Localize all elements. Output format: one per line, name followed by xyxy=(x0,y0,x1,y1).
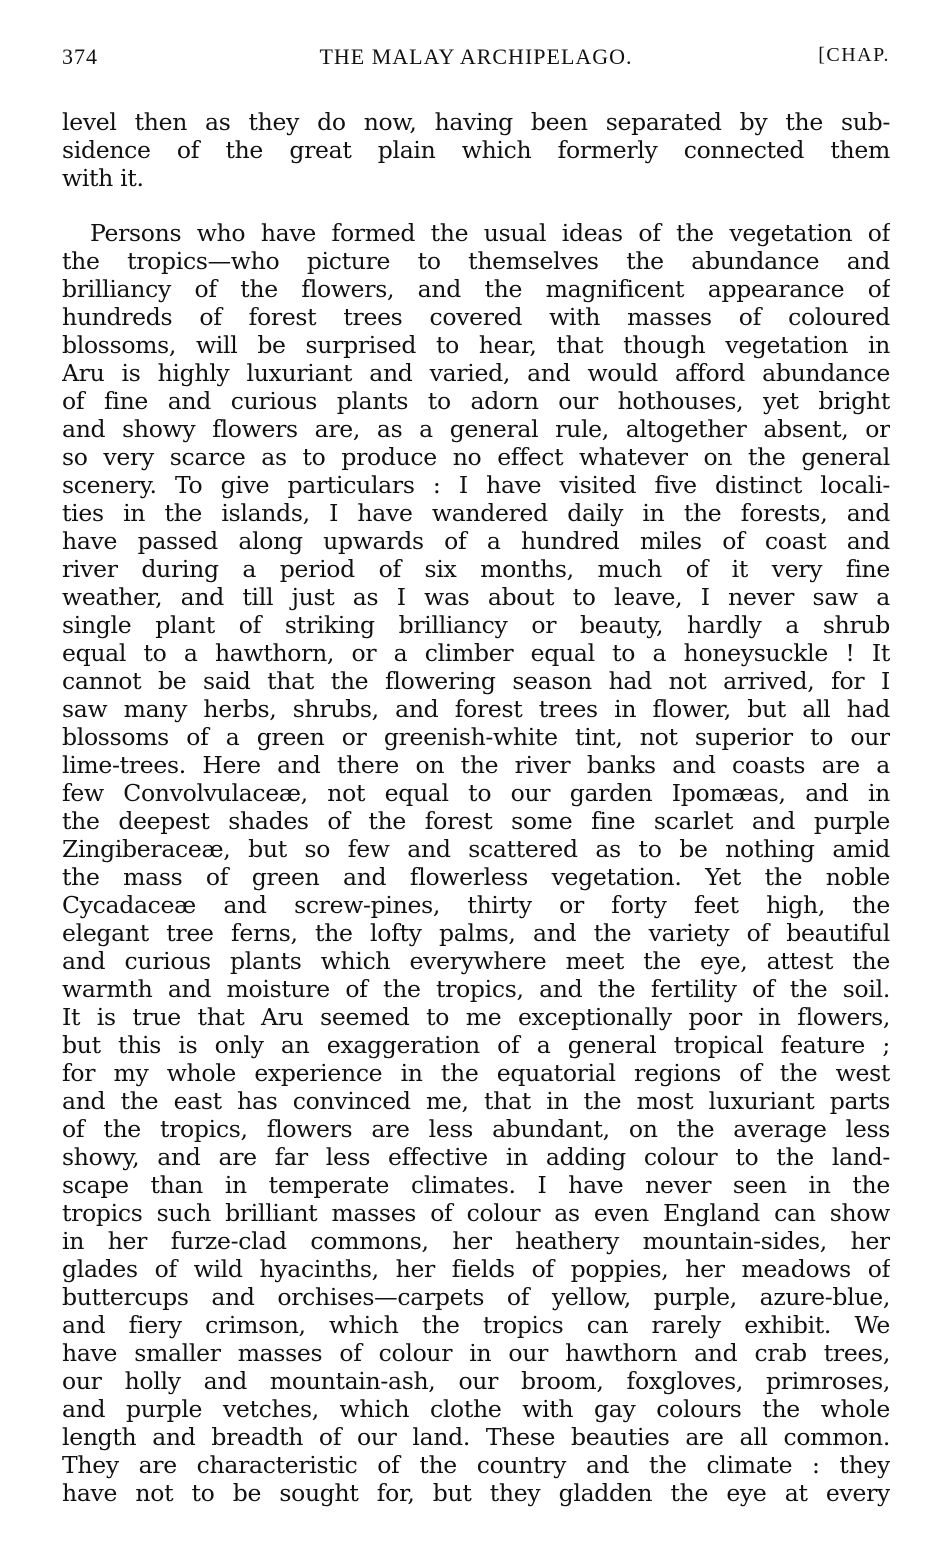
text-line: sidence of the great plain which formerly connected them xyxy=(62,136,890,164)
text-line: It is true that Aru seemed to me exceptionally poor in flowers, xyxy=(62,1003,890,1031)
text-line: and the east has convinced me, that in the most luxuriant parts xyxy=(62,1087,890,1115)
text-line: of fine and curious plants to adorn our hothouses, yet bright xyxy=(62,387,890,415)
text-line: and curious plants which everywhere meet the eye, attest the xyxy=(62,947,890,975)
text-line: have not to be sought for, but they gladden the eye at every xyxy=(62,1479,890,1507)
text-line: blossoms of a green or greenish-white tint, not superior to our xyxy=(62,723,890,751)
text-line: have smaller masses of colour in our hawthorn and crab trees, xyxy=(62,1339,890,1367)
text-line: scenery. To give particulars : I have visited five distinct locali- xyxy=(62,471,890,499)
text-line: tropics such brilliant masses of colour as even England can show xyxy=(62,1199,890,1227)
text-line: the mass of green and flowerless vegetation. Yet the noble xyxy=(62,863,890,891)
text-line: saw many herbs, shrubs, and forest trees in flower, but all had xyxy=(62,695,890,723)
text-line: so very scarce as to produce no effect whatever on the general xyxy=(62,443,890,471)
running-title: THE MALAY ARCHIPELAGO. xyxy=(319,44,633,69)
text-line: showy, and are far less effective in adding colour to the land- xyxy=(62,1143,890,1171)
text-line: cannot be said that the flowering season had not arrived, for I xyxy=(62,667,890,695)
text-line: scape than in temperate climates. I have never seen in the xyxy=(62,1171,890,1199)
text-line: our holly and mountain-ash, our broom, foxgloves, primroses, xyxy=(62,1367,890,1395)
text-line: ties in the islands, I have wandered daily in the forests, and xyxy=(62,499,890,527)
text-line: the deepest shades of the forest some fine scarlet and purple xyxy=(62,807,890,835)
page-number: 374 xyxy=(62,44,98,69)
text-line: in her furze-clad commons, her heathery mountain-sides, her xyxy=(62,1227,890,1255)
text-line: Aru is highly luxuriant and varied, and would afford abundance xyxy=(62,359,890,387)
text-line: weather, and till just as I was about to leave, I never saw a xyxy=(62,583,890,611)
text-line: single plant of striking brilliancy or beauty, hardly a shrub xyxy=(62,611,890,639)
text-line: with it. xyxy=(62,164,144,192)
text-line: and fiery crimson, which the tropics can rarely exhibit. We xyxy=(62,1311,890,1339)
text-line: few Convolvulaceæ, not equal to our garden Ipomæas, and in xyxy=(62,779,890,807)
text-line: blossoms, will be surprised to hear, that though vegetation in xyxy=(62,331,890,359)
text-line: length and breadth of our land. These beauties are all common. xyxy=(62,1423,890,1451)
text-line: glades of wild hyacinths, her fields of poppies, her meadows of xyxy=(62,1255,890,1283)
paragraph xyxy=(62,108,890,192)
text-line: lime-trees. Here and there on the river banks and coasts are a xyxy=(62,751,890,779)
text-line: Persons who have formed the usual ideas of the vegetation of xyxy=(90,219,890,247)
text-line: and purple vetches, which clothe with gay colours the whole xyxy=(62,1395,890,1423)
text-line: the tropics—who picture to themselves the abundance and xyxy=(62,247,890,275)
text-line: but this is only an exaggeration of a general tropical feature ; xyxy=(62,1031,890,1059)
paragraph-gap xyxy=(62,192,890,219)
text-line: and showy flowers are, as a general rule, altogether absent, or xyxy=(62,415,890,443)
text-line: warmth and moisture of the tropics, and the fertility of the soil. xyxy=(62,975,890,1003)
text-line: of the tropics, flowers are less abundant, on the average less xyxy=(62,1115,890,1143)
paragraph xyxy=(62,219,890,1507)
text-line: river during a period of six months, much of it very fine xyxy=(62,555,890,583)
text-line: Cycadaceæ and screw-pines, thirty or forty feet high, the xyxy=(62,891,890,919)
text-line: equal to a hawthorn, or a climber equal to a honeysuckle ! It xyxy=(62,639,890,667)
text-line: buttercups and orchises—carpets of yellow, purple, azure-blue, xyxy=(62,1283,890,1311)
text-line: brilliancy of the flowers, and the magnificent appearance of xyxy=(62,275,890,303)
body-text xyxy=(62,108,890,1507)
text-line: They are characteristic of the country and the climate : they xyxy=(62,1451,890,1479)
text-line: for my whole experience in the equatorial regions of the west xyxy=(62,1059,890,1087)
text-line: level then as they do now, having been separated by the sub- xyxy=(62,108,890,136)
running-header xyxy=(62,44,890,74)
text-line: hundreds of forest trees covered with masses of coloured xyxy=(62,303,890,331)
text-line: have passed along upwards of a hundred miles of coast and xyxy=(62,527,890,555)
text-line: Zingiberaceæ, but so few and scattered as to be nothing amid xyxy=(62,835,890,863)
chapter-marker: [CHAP. xyxy=(818,44,890,66)
text-line: elegant tree ferns, the lofty palms, and the variety of beautiful xyxy=(62,919,890,947)
